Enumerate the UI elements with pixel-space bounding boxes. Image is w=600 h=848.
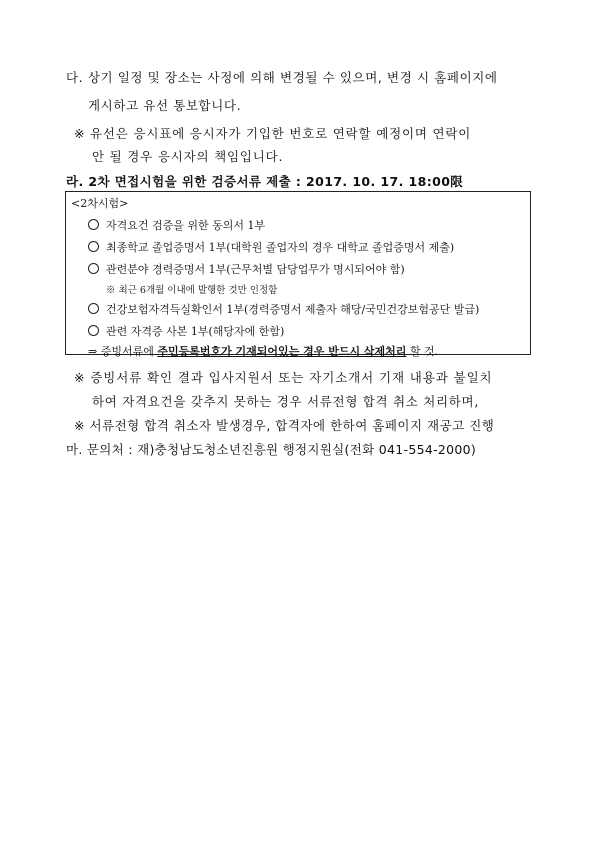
- box-item-text: 관련 자격증 사본 1부(해당자에 한함): [106, 325, 285, 338]
- final-tail-text: 할 것.: [409, 345, 439, 358]
- box-item-5: [88, 323, 284, 339]
- section-ra-heading: 라. 2차 면접시험을 위한 검증서류 제출 : 2017. 10. 17. 18:00限: [66, 174, 464, 189]
- section-da-line1: 다. 상기 일정 및 장소는 사정에 의해 변경될 수 있으며, 변경 시 홈페이지에: [66, 70, 498, 85]
- circle-bullet-icon: [88, 219, 99, 230]
- box-title: <2차시험>: [71, 197, 129, 210]
- box-item-text: 최종학교 졸업증명서 1부(대학원 졸업자의 경우 대학교 졸업증명서 제출): [106, 241, 455, 254]
- box-subnote: ※ 최근 6개월 이내에 발행한 것만 인정함: [106, 285, 278, 296]
- box-item-1: [88, 217, 265, 233]
- final-arrow-text: ⇒ 증빙서류에: [88, 345, 154, 358]
- box-item-4: [88, 301, 479, 317]
- box-item-text: 건강보험자격득실확인서 1부(경력증명서 제출자 해당/국민건강보험공단 발급): [106, 303, 480, 316]
- circle-bullet-icon: [88, 263, 99, 274]
- note-phone-line2: 안 될 경우 응시자의 책임입니다.: [92, 149, 284, 164]
- box-final-note: [88, 343, 438, 359]
- final-emphasis-text: 주민등록번호가 기재되어있는 경우 반드시 삭제처리: [157, 345, 407, 358]
- box-item-text: 관련분야 경력증명서 1부(근무처별 담당업무가 명시되어야 함): [106, 263, 405, 276]
- note-verify-line2: 하여 자격요건을 갖추지 못하는 경우 서류전형 합격 취소 처리하며,: [92, 394, 479, 409]
- document-box: [65, 191, 531, 358]
- note-phone-line1: ※ 유선은 응시표에 응시자가 기입한 번호로 연락할 예정이며 연락이: [74, 126, 472, 141]
- box-item-3: [88, 261, 405, 277]
- box-item-text: 자격요건 검증을 위한 동의서 1부: [106, 219, 266, 232]
- section-da-line2: 게시하고 유선 통보합니다.: [88, 98, 242, 113]
- note-cancel-line1: ※ 서류전형 합격 취소자 발생경우, 합격자에 한하여 홈페이지 재공고 진행: [74, 418, 495, 433]
- circle-bullet-icon: [88, 303, 99, 314]
- box-item-2: [88, 239, 454, 255]
- circle-bullet-icon: [88, 325, 99, 336]
- circle-bullet-icon: [88, 241, 99, 252]
- note-verify-line1: ※ 증빙서류 확인 결과 입사지원서 또는 자기소개서 기재 내용과 불일치: [74, 370, 493, 385]
- section-ma-line1: 마. 문의처 : 재)충청남도청소년진흥원 행정지원실(전화 041-554-2000): [66, 442, 477, 457]
